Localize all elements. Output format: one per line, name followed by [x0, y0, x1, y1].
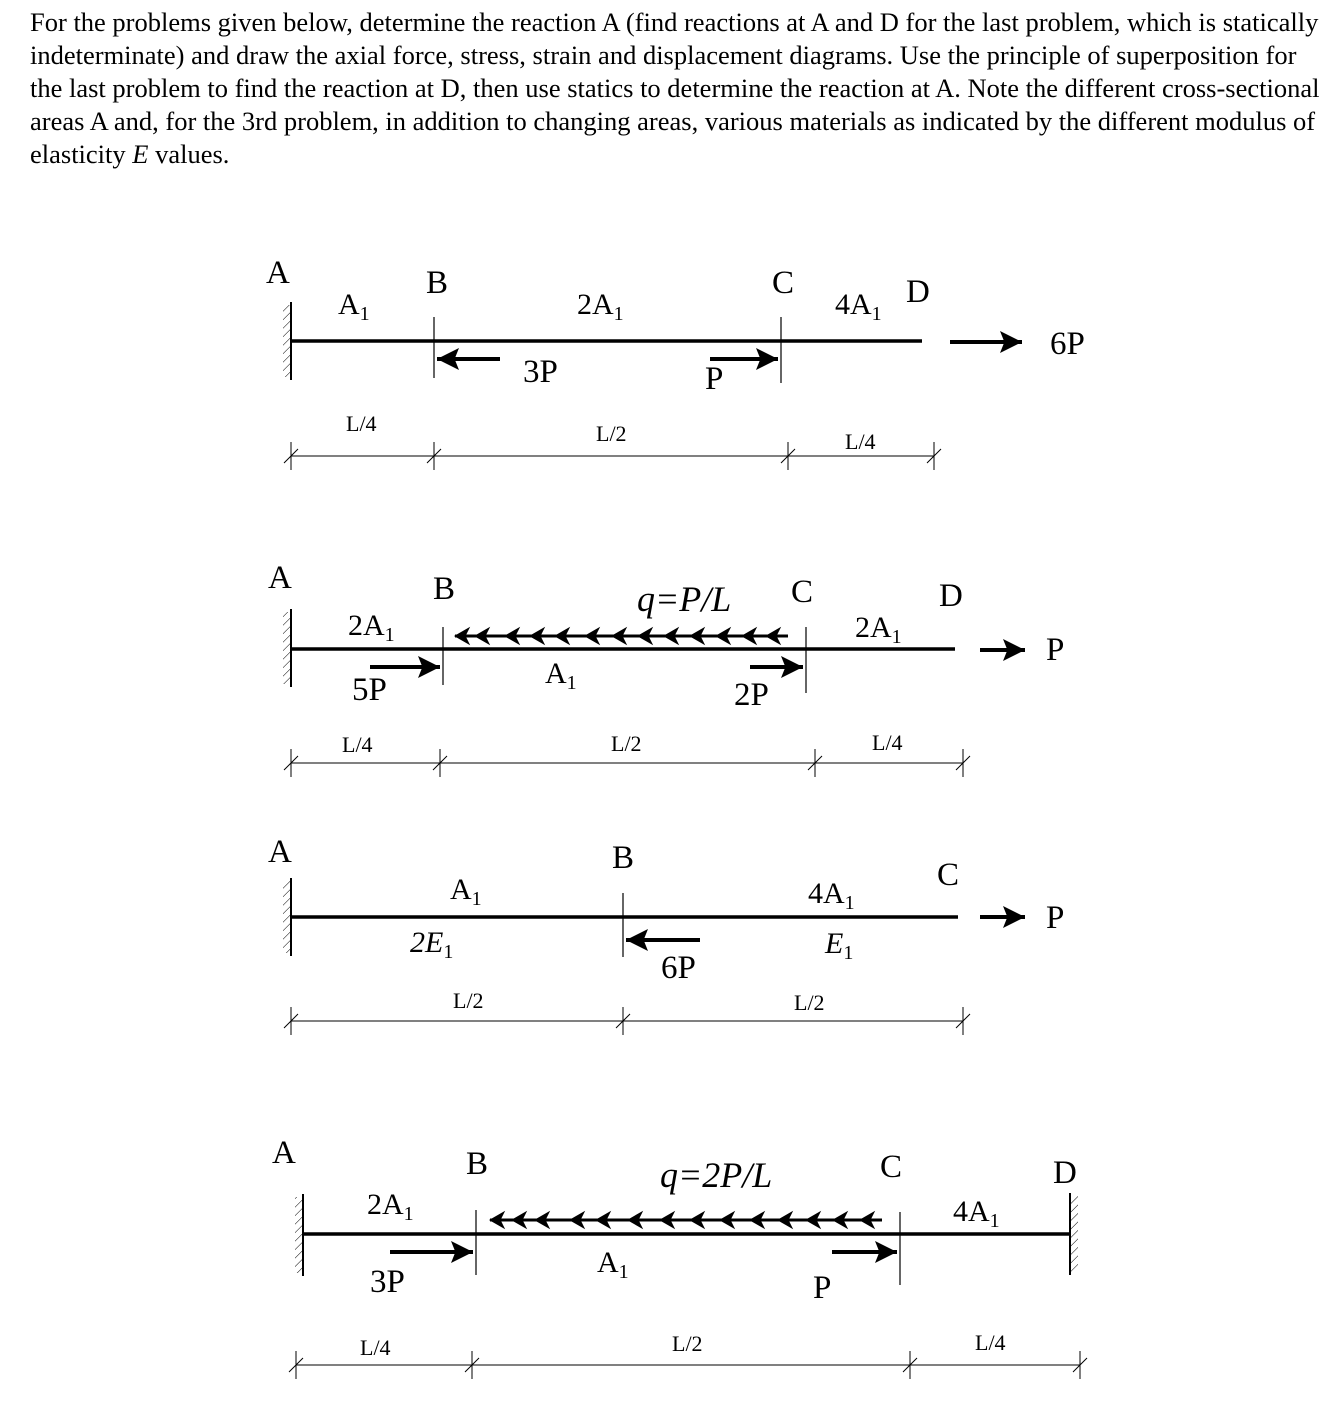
area-cd-label: $4A_1$ [953, 1195, 1000, 1232]
area-cd-label: $4A_1$ [835, 288, 882, 325]
point-c-label: C [880, 1149, 903, 1185]
area-bc-label: $4A_1$ [808, 877, 855, 914]
dim-ab-label: L/2 [453, 988, 484, 1013]
dim-bc-label: L/2 [611, 731, 642, 756]
dim-ab-label: L/4 [346, 411, 377, 436]
point-c-label: C [937, 857, 960, 893]
fixed-support-a-icon [283, 302, 291, 380]
dim-bc-label: L/2 [672, 1331, 703, 1356]
area-ab-label: $A_1$ [338, 288, 370, 325]
force-end-label: P [1046, 632, 1065, 668]
area-ab-label: $2A_1$ [348, 609, 395, 646]
dim-bc-label: L/2 [596, 421, 627, 446]
force-b-label: 5P [352, 672, 387, 708]
force-b-label: 3P [370, 1264, 405, 1300]
modulus-ab-label: $2E_1$ [410, 926, 454, 963]
area-bc-label: $A_1$ [545, 657, 577, 694]
point-a-label: A [272, 1135, 296, 1171]
instructions-sentence-2: Use the principle of superposition for the last problem to find the reaction at D, then use statics to determine the reaction at A. [30, 40, 1297, 103]
fixed-support-a-icon [283, 609, 291, 687]
point-a-label: A [268, 560, 292, 596]
force-c-label: P [813, 1270, 832, 1306]
distributed-load-arrows-icon [490, 1212, 882, 1228]
point-b-label: B [466, 1146, 489, 1182]
point-d-label: D [939, 578, 963, 614]
instructions-sentence-3-end: values. [155, 139, 230, 169]
instructions-sentence-1: For the problems given below, determine the reaction A (find reactions at A and D for the last problem, which is statically indeterminate) and draw the axial force, stress, strain and displacement diagrams. [30, 7, 1319, 70]
area-ab-label: $A_1$ [450, 873, 482, 910]
instructions-sentence-3: Note the different cross-sectional areas A and, for the 3rd problem, in addition to changing areas, various materials as indicated by the different modulus of elasticity [30, 73, 1320, 169]
force-b-label: 6P [661, 950, 696, 986]
point-d-label: D [1053, 1155, 1077, 1191]
fixed-support-d-icon [1070, 1193, 1078, 1275]
dim-cd-label: L/4 [845, 429, 876, 454]
point-a-label: A [268, 834, 292, 870]
modulus-bc-label: $E_1$ [825, 927, 854, 964]
dim-cd-label: L/4 [872, 730, 903, 755]
point-b-label: B [433, 571, 456, 607]
area-ab-label: $2A_1$ [367, 1188, 414, 1225]
dim-cd-label: L/4 [975, 1330, 1006, 1355]
force-c-label: P [705, 361, 724, 397]
force-c-label: 2P [734, 677, 769, 713]
area-bc-label: $A_1$ [597, 1246, 629, 1283]
dim-bc-label: L/2 [794, 990, 825, 1015]
distributed-load-label: q=P/L [637, 579, 732, 619]
dim-ab-label: L/4 [360, 1335, 391, 1360]
fixed-support-a-icon [283, 878, 291, 956]
area-bc-label: $2A_1$ [577, 288, 624, 325]
distributed-load-arrows-icon [455, 628, 788, 644]
area-cd-label: $2A_1$ [855, 611, 902, 648]
distributed-load-label: q=2P/L [660, 1155, 773, 1195]
problem-2 [268, 560, 1064, 777]
point-c-label: C [791, 574, 814, 610]
point-b-label: B [426, 265, 449, 301]
problem-4 [272, 1135, 1087, 1379]
force-b-label: 3P [523, 354, 558, 390]
force-end-label: 6P [1050, 326, 1085, 362]
point-d-label: D [906, 274, 930, 310]
problem-1 [266, 255, 1085, 470]
problem-3 [268, 834, 1064, 1035]
modulus-symbol: E [132, 139, 149, 169]
point-c-label: C [772, 265, 795, 301]
point-a-label: A [266, 255, 290, 291]
dim-ab-label: L/4 [342, 732, 373, 757]
force-end-label: P [1046, 900, 1065, 936]
fixed-support-a-icon [295, 1194, 303, 1276]
point-b-label: B [612, 840, 635, 876]
